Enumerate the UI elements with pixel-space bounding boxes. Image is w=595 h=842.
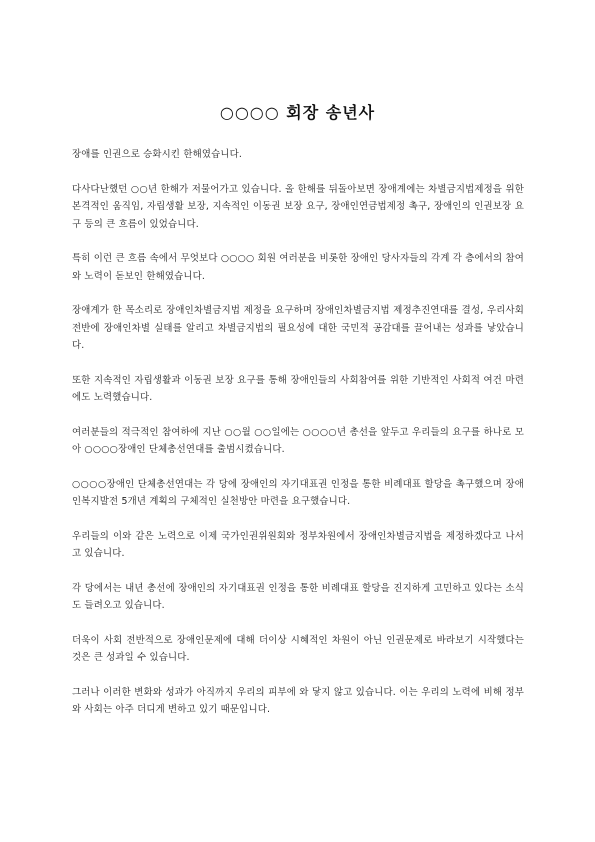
paragraph: 다사다난했던 ○○년 한해가 저물어가고 있습니다. 올 한해를 뒤돌아보면 장애계에는 차별금지법제정을 위한 본격적인 움직임, 자립생활 보장, 지속적인 이동권 보장 요구, 장애인연금법제정 촉구, 장애인의 인권보장 요구 등의 큰 흐름이 있었습니다.: [72, 183, 524, 230]
paragraph: 우리들의 이와 같은 노력으로 이제 국가인권위원회와 정부차원에서 장애인차별금지법을 제정하겠다고 나서고 있습니다.: [72, 530, 524, 559]
paragraph: 더욱이 사회 전반적으로 장애인문제에 대해 더이상 시혜적인 차원이 아닌 인권문제로 바라보기 시작했다는 것은 큰 성과일 수 있습니다.: [72, 634, 524, 663]
paragraph: 특히 이런 큰 흐름 속에서 무엇보다 ○○○○ 회원 여러분을 비롯한 장애인 당사자들의 각계 각 층에서의 참여와 노력이 돋보인 한해였습니다.: [72, 253, 524, 282]
document-title: ○○○○ 회장 송년사: [219, 103, 376, 122]
paragraph: 여러분들의 적극적인 참여하에 지난 ○○월 ○○일에는 ○○○○년 총선을 앞두고 우리들의 요구를 하나로 모아 ○○○○장애인 단체총선연대를 출범시켰습니다.: [72, 426, 524, 455]
paragraph: 장애계가 한 목소리로 장애인차별금지법 제정을 요구하며 장애인차별금지법 제정추진연대를 결성, 우리사회 전반에 장애인차별 실태를 알리고 차별금지법의 필요성에 대한 국민적 공감대를 끌어내는 성과를 낳았습니다.: [72, 305, 524, 351]
paragraph: 장애를 인권으로 승화시킨 한해였습니다.: [72, 149, 243, 160]
paragraph: 그러나 이러한 변화와 성과가 아직까지 우리의 피부에 와 닿지 않고 있습니다. 이는 우리의 노력에 비해 정부와 사회는 아주 더디게 변하고 있기 때문입니다.: [72, 686, 524, 715]
document-body: [72, 146, 524, 736]
paragraph: ○○○○장애인 단체총선연대는 각 당에 장애인의 자기대표권 인정을 통한 비례대표 할당을 촉구했으며 장애인복지발전 5개년 계획의 구체적인 실천방안 마련을 요구했습니다.: [72, 478, 524, 507]
paragraph: 각 당에서는 내년 총선에 장애인의 자기대표권 인정을 통한 비례대표 할당을 진지하게 고민하고 있다는 소식도 들려오고 있습니다.: [72, 582, 524, 611]
paragraph: 또한 지속적인 자립생활과 이동권 보장 요구를 통해 장애인들의 사회참여를 위한 기반적인 사회적 여건 마련에도 노력했습니다.: [72, 374, 524, 403]
